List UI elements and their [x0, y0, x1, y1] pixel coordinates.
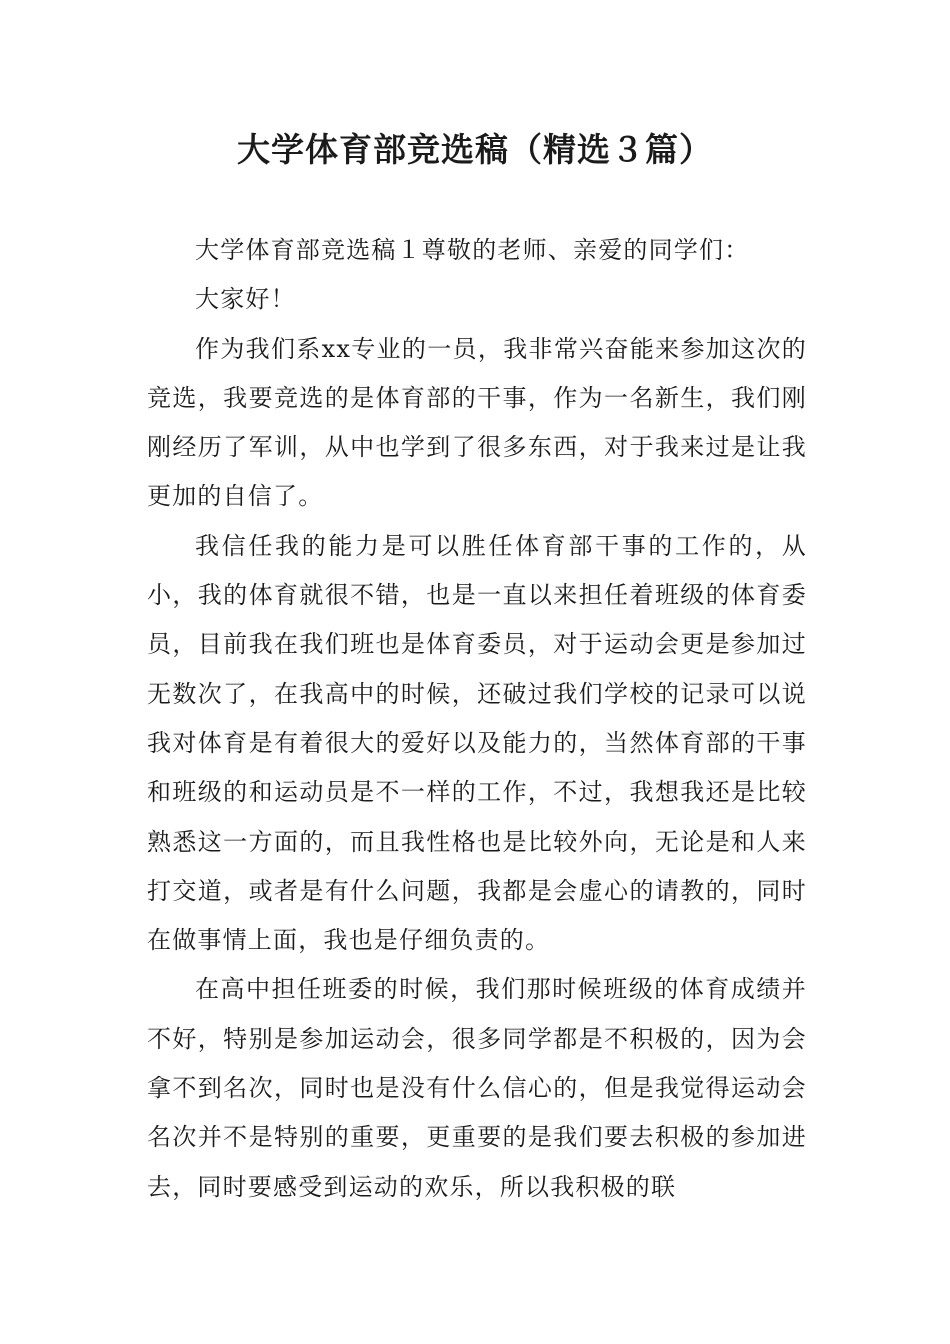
document-title: 大学体育部竞选稿（精选３篇）	[237, 130, 713, 169]
paragraph-qualifications: 我信任我的能力是可以胜任体育部干事的工作的，从小，我的体育就很不错，也是一直以来担任着班级的体育委员，目前我在我们班也是体育委员，对于运动会更是参加过无数次了，在我高中的时候，还破过我们学校的记录可以说我对体育是有着很大的爱好以及能力的，当然体育部的干事和班级的和运动员是不一样的工作，不过，我想我还是比较熟悉这一方面的，而且我性格也是比较外向，无论是和人来打交道，或者是有什么问题，我都是会虚心的请教的，同时在做事情上面，我也是仔细负责的。	[147, 531, 807, 955]
paragraph-salutation: 大学体育部竞选稿１尊敬的老师、亲爱的同学们：	[195, 236, 750, 264]
paragraph-introduction: 作为我们系xx专业的一员，我非常兴奋能来参加这次的竞选，我要竞选的是体育部的干事，作为一名新生，我们刚刚经历了军训，从中也学到了很多东西，对于我来过是让我更加的自信了。	[147, 334, 807, 511]
paragraph-experience: 在高中担任班委的时候，我们那时候班级的体育成绩并不好，特别是参加运动会，很多同学都是不积极的，因为会拿不到名次，同时也是没有什么信心的，但是我觉得运动会名次并不是特别的重要，更重要的是我们要去积极的参加进去，同时要感受到运动的欢乐，所以我积极的联	[147, 975, 807, 1201]
document-body	[147, 226, 807, 1212]
paragraph-greeting: 大家好！	[195, 285, 296, 314]
